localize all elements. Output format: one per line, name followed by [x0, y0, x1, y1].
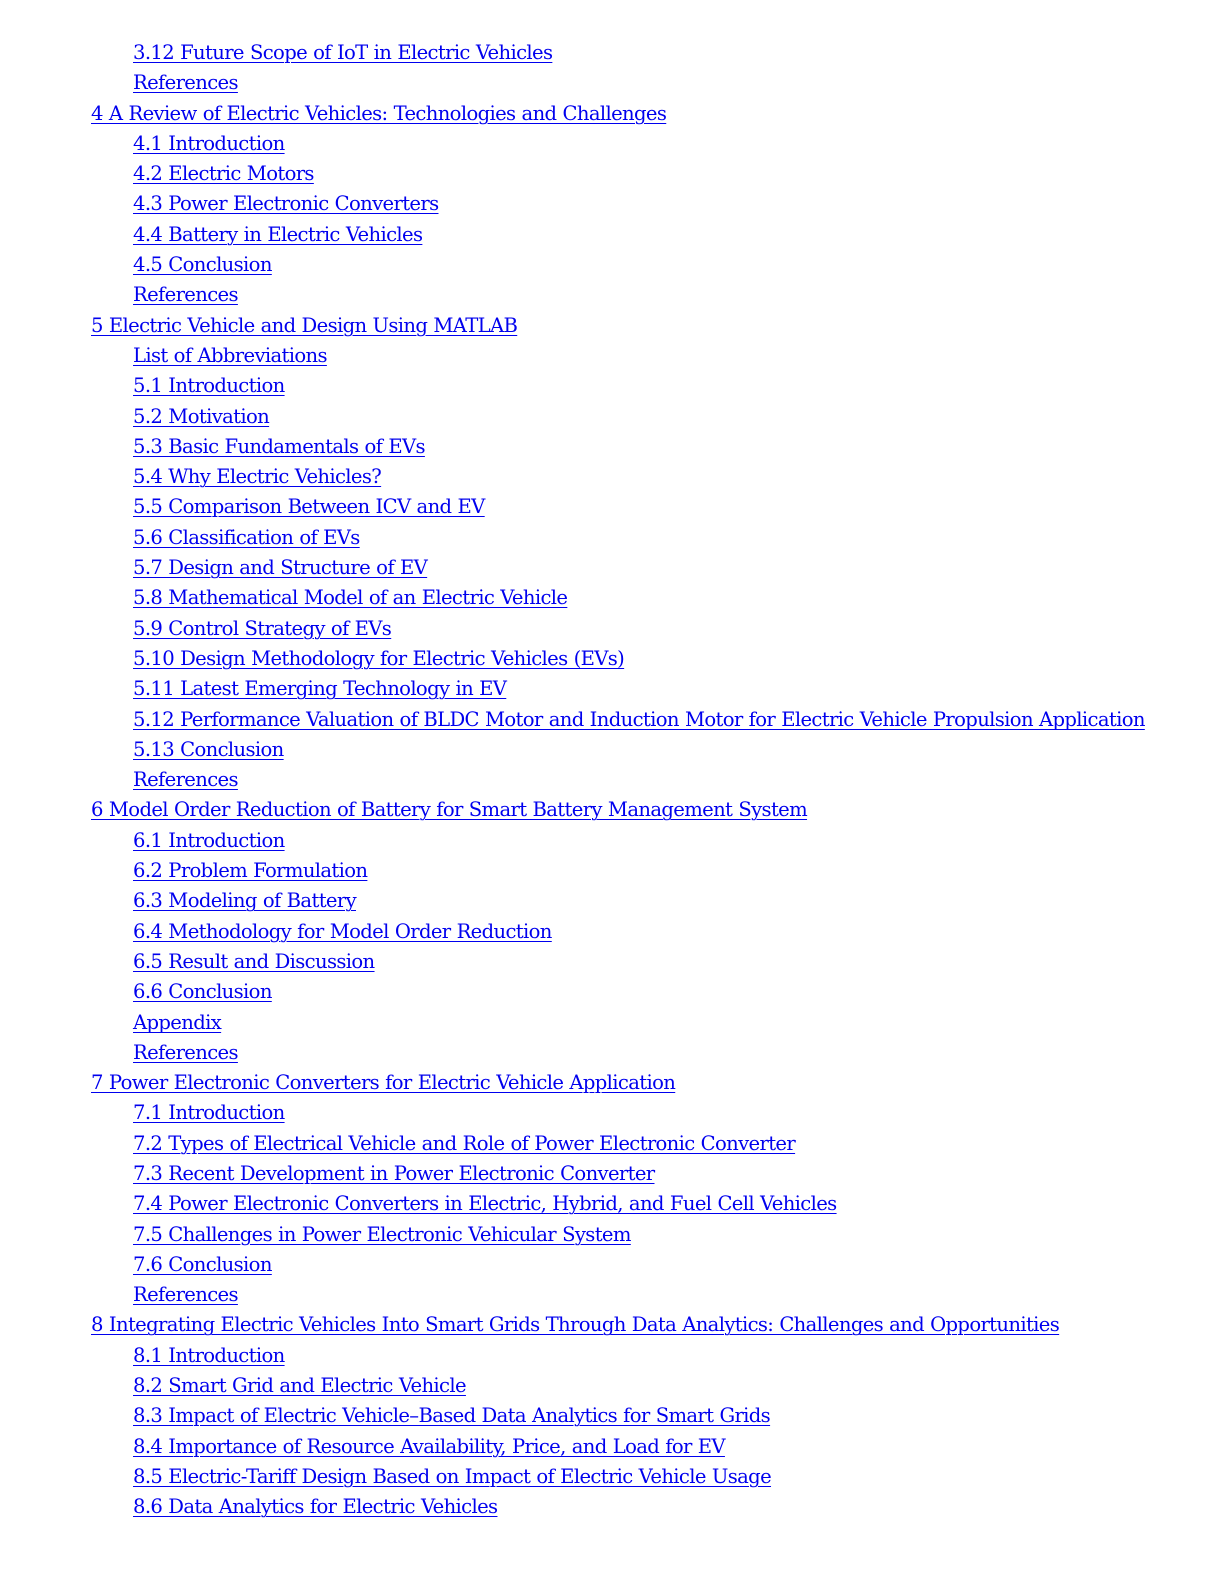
toc-section-entry: [0, 1189, 1224, 1219]
toc-section-link[interactable]: 3.12 Future Scope of IoT in Electric Vehicles: [133, 41, 553, 64]
toc-section-entry: [0, 1250, 1224, 1280]
toc-section-link[interactable]: 8.1 Introduction: [133, 1343, 285, 1367]
toc-section-entry: [0, 644, 1224, 674]
toc-section-link[interactable]: 6.4 Methodology for Model Order Reduction: [133, 919, 552, 943]
toc-section-link[interactable]: 5.11 Latest Emerging Technology in EV: [133, 677, 507, 701]
toc-section-link[interactable]: 5.8 Mathematical Model of an Electric Vehicle: [133, 586, 568, 610]
toc-section-entry: [0, 462, 1224, 492]
toc-section-link[interactable]: 5.12 Performance Valuation of BLDC Motor and Induction Motor for Electric Vehicle Propulsion Application: [133, 707, 1145, 731]
toc-section-link[interactable]: 5.3 Basic Fundamentals of EVs: [133, 434, 425, 458]
toc-section-entry: [0, 614, 1224, 644]
toc-section-link[interactable]: 6.3 Modeling of Battery: [133, 889, 356, 913]
toc-section-entry: [0, 1280, 1224, 1310]
toc-chapter-link[interactable]: 7 Power Electronic Converters for Electric Vehicle Application: [91, 1071, 676, 1095]
toc-section-entry: [0, 432, 1224, 462]
toc-section-link[interactable]: 4.5 Conclusion: [133, 253, 272, 277]
toc-section-link[interactable]: 5.4 Why Electric Vehicles?: [133, 465, 382, 489]
toc-section-link[interactable]: References: [133, 1283, 238, 1307]
toc-section-link[interactable]: 7.6 Conclusion: [133, 1252, 272, 1276]
toc-section-entry: [0, 856, 1224, 886]
toc-chapter-link[interactable]: 4 A Review of Electric Vehicles: Technologies and Challenges: [91, 101, 667, 125]
toc-section-entry: [0, 492, 1224, 522]
toc-section-link[interactable]: 5.13 Conclusion: [133, 737, 284, 761]
toc-section-entry: [0, 129, 1224, 159]
toc-section-entry: [0, 1129, 1224, 1159]
toc-section-entry: [0, 917, 1224, 947]
toc-section-entry: [0, 1401, 1224, 1431]
toc-section-link[interactable]: 8.3 Impact of Electric Vehicle–Based Data Analytics for Smart Grids: [133, 1404, 771, 1428]
toc-section-entry: [0, 1220, 1224, 1250]
toc-section-link[interactable]: 8.5 Electric-Tariff Design Based on Impact of Electric Vehicle Usage: [133, 1464, 772, 1488]
toc-chapter-link[interactable]: 8 Integrating Electric Vehicles Into Smart Grids Through Data Analytics: Challenges and Opportunities: [91, 1313, 1060, 1337]
toc-section-entry: [0, 1432, 1224, 1462]
toc-section-link[interactable]: 4.3 Power Electronic Converters: [133, 192, 439, 216]
toc-section-link[interactable]: 7.2 Types of Electrical Vehicle and Role of Power Electronic Converter: [133, 1131, 796, 1155]
toc-section-entry: [0, 159, 1224, 189]
toc-section-entry: [0, 523, 1224, 553]
toc-chapter-entry: [0, 1068, 1224, 1098]
toc-section-entry: [0, 826, 1224, 856]
toc-chapter-link[interactable]: 5 Electric Vehicle and Design Using MATLAB: [91, 313, 518, 337]
toc-section-entry: [0, 977, 1224, 1007]
toc-section-entry: [0, 705, 1224, 735]
toc-section-entry: [0, 735, 1224, 765]
toc-section-link[interactable]: 4.4 Battery in Electric Vehicles: [133, 222, 423, 246]
toc-chapter-entry: [0, 99, 1224, 129]
toc-section-entry: [0, 1038, 1224, 1068]
toc-section-entry: [0, 68, 1224, 98]
toc-section-entry: [0, 250, 1224, 280]
toc-section-link[interactable]: 6.2 Problem Formulation: [133, 859, 368, 883]
toc-section-entry: [0, 1371, 1224, 1401]
toc-section-link[interactable]: 8.2 Smart Grid and Electric Vehicle: [133, 1374, 466, 1398]
toc-section-link[interactable]: 6.1 Introduction: [133, 828, 285, 852]
toc-section-entry: [0, 220, 1224, 250]
toc-section-entry: [0, 38, 1224, 68]
toc-section-entry: [0, 886, 1224, 916]
toc-section-link[interactable]: 4.2 Electric Motors: [133, 162, 314, 186]
toc-section-link[interactable]: 7.5 Challenges in Power Electronic Vehicular System: [133, 1222, 631, 1246]
toc-section-link[interactable]: 6.5 Result and Discussion: [133, 949, 375, 973]
toc-chapter-entry: [0, 1310, 1224, 1340]
table-of-contents: [0, 38, 1224, 1523]
toc-section-link[interactable]: 5.2 Motivation: [133, 404, 270, 428]
toc-chapter-link[interactable]: 6 Model Order Reduction of Battery for Smart Battery Management System: [91, 798, 808, 822]
toc-section-entry: [0, 947, 1224, 977]
toc-section-link[interactable]: 7.1 Introduction: [133, 1101, 285, 1125]
toc-section-entry: [0, 583, 1224, 613]
toc-section-link[interactable]: 5.5 Comparison Between ICV and EV: [133, 495, 485, 519]
toc-section-entry: [0, 1159, 1224, 1189]
toc-section-link[interactable]: 7.4 Power Electronic Converters in Electric, Hybrid, and Fuel Cell Vehicles: [133, 1192, 837, 1216]
toc-section-entry: [0, 189, 1224, 219]
toc-section-entry: [0, 402, 1224, 432]
toc-section-entry: [0, 1098, 1224, 1128]
toc-section-link[interactable]: List of Abbreviations: [133, 343, 327, 367]
toc-section-link[interactable]: Appendix: [133, 1010, 222, 1034]
toc-section-link[interactable]: References: [133, 71, 238, 95]
toc-section-link[interactable]: 5.6 Classification of EVs: [133, 525, 360, 549]
toc-section-link[interactable]: References: [133, 768, 238, 792]
toc-section-entry: [0, 280, 1224, 310]
toc-section-entry: [0, 341, 1224, 371]
toc-chapter-entry: [0, 311, 1224, 341]
toc-section-link[interactable]: 5.1 Introduction: [133, 374, 285, 398]
toc-section-link[interactable]: 8.6 Data Analytics for Electric Vehicles: [133, 1495, 498, 1519]
toc-section-entry: [0, 553, 1224, 583]
toc-section-link[interactable]: 8.4 Importance of Resource Availability, Price, and Load for EV: [133, 1434, 725, 1458]
toc-section-link[interactable]: 5.9 Control Strategy of EVs: [133, 616, 392, 640]
toc-chapter-entry: [0, 795, 1224, 825]
toc-section-link[interactable]: References: [133, 283, 238, 307]
toc-section-link[interactable]: 5.7 Design and Structure of EV: [133, 556, 428, 580]
toc-section-entry: [0, 1492, 1224, 1522]
toc-section-entry: [0, 1008, 1224, 1038]
toc-section-link[interactable]: 7.3 Recent Development in Power Electronic Converter: [133, 1161, 655, 1185]
toc-section-entry: [0, 765, 1224, 795]
toc-section-entry: [0, 371, 1224, 401]
toc-section-link[interactable]: 6.6 Conclusion: [133, 980, 272, 1004]
toc-section-entry: [0, 674, 1224, 704]
toc-section-entry: [0, 1462, 1224, 1492]
toc-section-entry: [0, 1341, 1224, 1371]
toc-section-link[interactable]: 5.10 Design Methodology for Electric Vehicles (EVs): [133, 646, 625, 670]
toc-section-link[interactable]: 4.1 Introduction: [133, 131, 285, 155]
toc-section-link[interactable]: References: [133, 1040, 238, 1064]
